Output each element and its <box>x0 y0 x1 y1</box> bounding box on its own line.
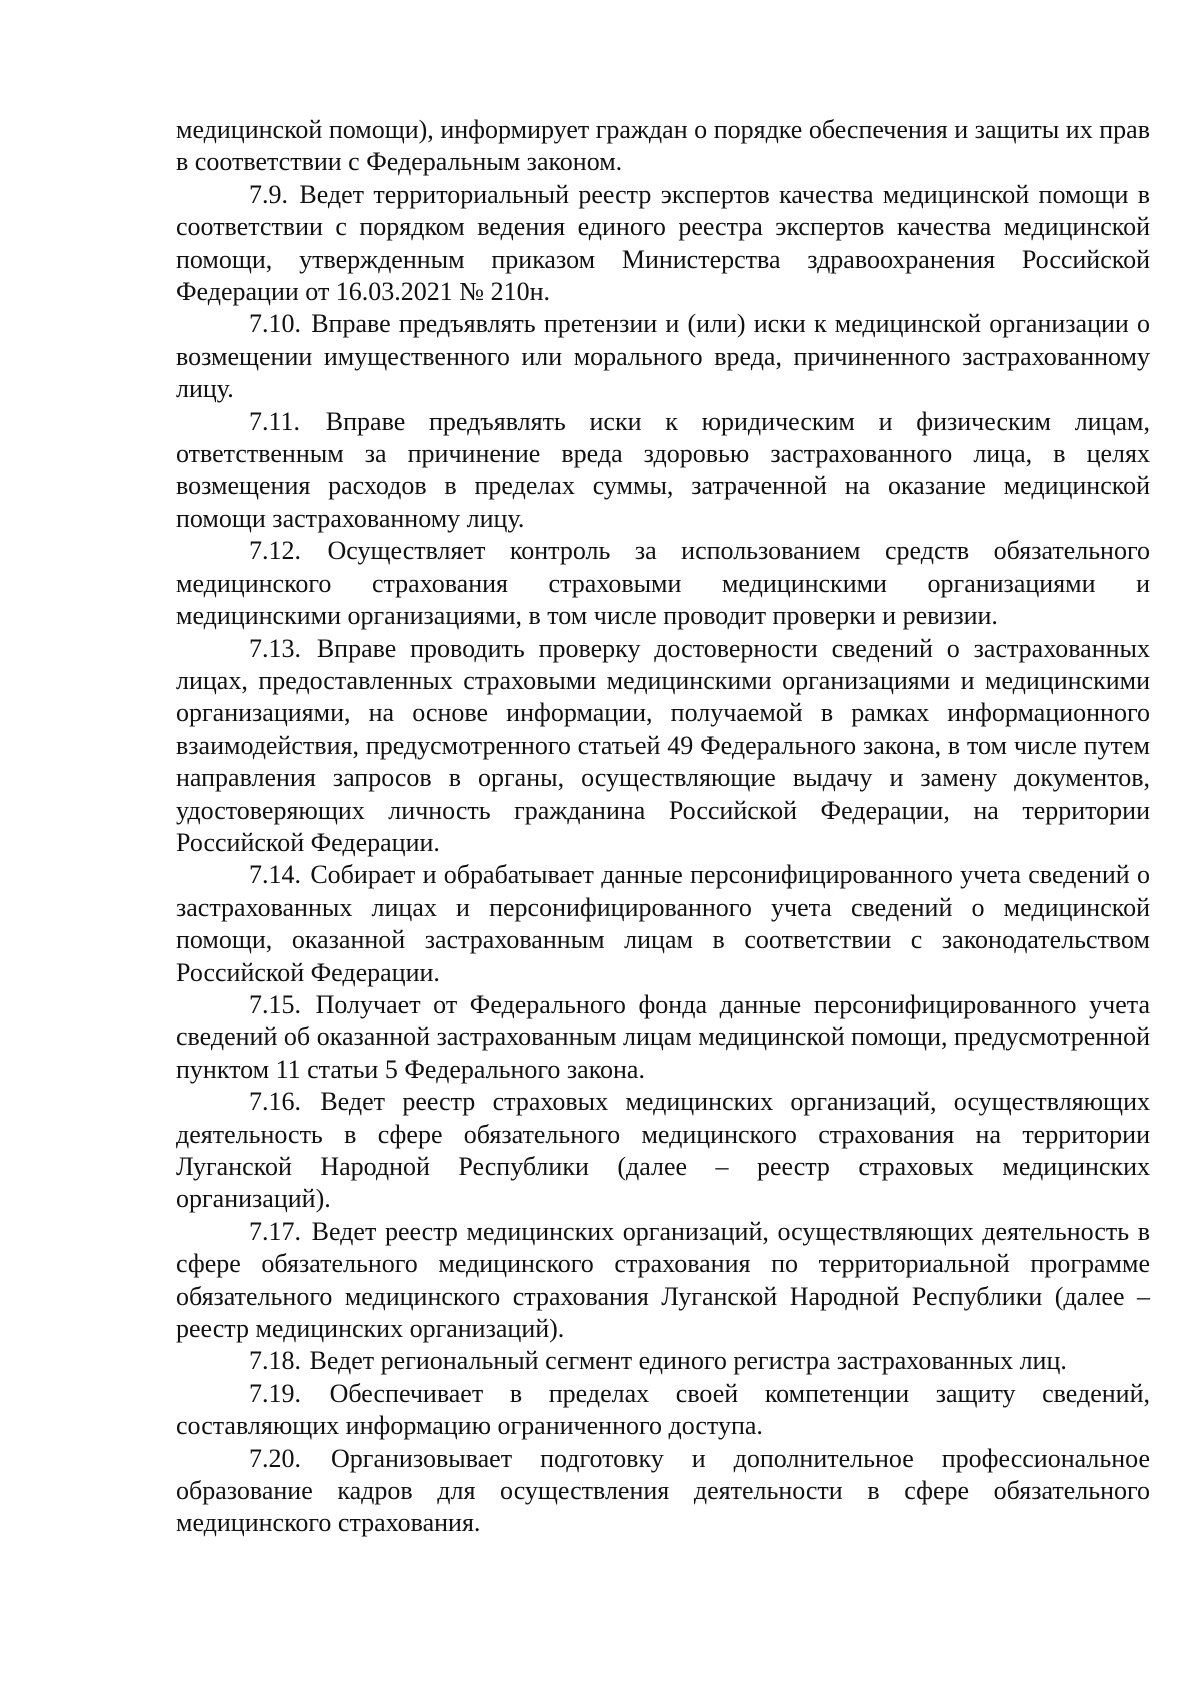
paragraph-7-10 <box>176 308 1150 405</box>
paragraph-text: Ведет региональный сегмент единого регистра застрахованных лиц. <box>309 1346 1067 1376</box>
paragraph-text: Вправе предъявлять иски к юридическим и физическим лицам, ответственным за причинение вреда здоровью застрахованного лица, в целях возмещения расходов в пределах суммы, затраченной на оказание медицинской помощи застрахованному лицу. <box>176 406 1151 533</box>
paragraph-text: Обеспечивает в пределах своей компетенции защиту сведений, составляющих информацию ограниченного доступа. <box>176 1378 1151 1441</box>
paragraph-text: Ведет территориальный реестр экспертов качества медицинской помощи в соответствии с порядком ведения единого реестра экспертов качества медицинской помощи, утвержденным приказом Министерства здравоохранения Российской Федерации от 16.03.2021 № 210н. <box>176 179 1150 307</box>
paragraph-7-11 <box>176 406 1150 536</box>
paragraph-number: 7.19. <box>249 1378 301 1408</box>
paragraph-text: Ведет реестр медицинских организаций, осуществляющих деятельность в сфере обязательного медицинского страхования по территориальной программе обязательного медицинского страхования Луганской Народной Республики (далее – реестр медицинских организаций). <box>176 1216 1150 1344</box>
paragraph-text: Собирает и обрабатывает данные персонифицированного учета сведений о застрахованных лицах и персонифицированного учета сведений о медицинской помощи, оказанной застрахованным лицам в соответствии с законодательством Российской Федерации. <box>176 860 1150 987</box>
paragraph-text: Осуществляет контроль за использованием средств обязательного медицинского страхования страховыми медицинскими организациями и медицинскими организациями, в том числе проводит проверки и ревизии. <box>176 536 1150 631</box>
paragraph-7-18 <box>176 1345 1150 1377</box>
paragraph-7-9 <box>176 179 1150 309</box>
paragraph-number: 7.12. <box>249 536 301 566</box>
paragraph-number: 7.18. <box>249 1346 301 1376</box>
paragraph-7-15 <box>176 989 1150 1086</box>
paragraph-number: 7.11. <box>249 406 301 436</box>
paragraph-7-20 <box>176 1443 1150 1540</box>
paragraph-7-17 <box>176 1216 1150 1346</box>
paragraph-number: 7.9. <box>249 179 288 209</box>
paragraph-number: 7.15. <box>249 989 301 1019</box>
paragraph-text: Вправе проводить проверку достоверности сведений о застрахованных лицах, предоставленных страховыми медицинскими организациями и медицинскими организациями, на основе информации, получаемой в рамках информационного взаимодействия, предусмотренного статьей 49 Федерального закона, в том числе путем направления запросов в органы, осуществляющие выдачу и замену документов, удостоверяющих личность гражданина Российской Федерации, на территории Российской Федерации. <box>176 633 1150 857</box>
paragraph-7-14 <box>176 859 1150 989</box>
paragraph-text: Ведет реестр страховых медицинских организаций, осуществляющих деятельность в сфере обязательного медицинского страхования на территории Луганской Народной Республики (далее – реестр страховых медицинских организаций). <box>176 1087 1150 1214</box>
paragraph-text: Получает от Федерального фонда данные персонифицированного учета сведений об оказанной застрахованным лицам медицинской помощи, предусмотренной пунктом 11 статьи 5 Федерального закона. <box>176 989 1151 1084</box>
paragraph-number: 7.14. <box>249 860 301 890</box>
paragraph-number: 7.17. <box>249 1216 301 1246</box>
paragraph-number: 7.20. <box>249 1443 301 1473</box>
paragraph-number: 7.10. <box>249 309 301 339</box>
paragraph-7-16 <box>176 1086 1150 1216</box>
paragraph-number: 7.16. <box>249 1087 301 1117</box>
paragraph-number: 7.13. <box>249 633 301 663</box>
paragraph-7-19 <box>176 1378 1150 1443</box>
document-page <box>176 114 1150 1540</box>
paragraph-text: медицинской помощи), информирует граждан о порядке обеспечения и защиты их прав в соответствии с Федеральным законом. <box>176 115 1150 177</box>
paragraph-text: Вправе предъявлять претензии и (или) иски к медицинской организации о возмещении имущественного или морального вреда, причиненного застрахованному лицу. <box>176 309 1151 404</box>
paragraph-7-12 <box>176 535 1150 632</box>
paragraph-text: Организовывает подготовку и дополнительное профессиональное образование кадров для осуществления деятельности в сфере обязательного медицинского страхования. <box>176 1443 1150 1538</box>
paragraph-continuation <box>176 114 1150 179</box>
paragraph-7-13 <box>176 633 1150 860</box>
